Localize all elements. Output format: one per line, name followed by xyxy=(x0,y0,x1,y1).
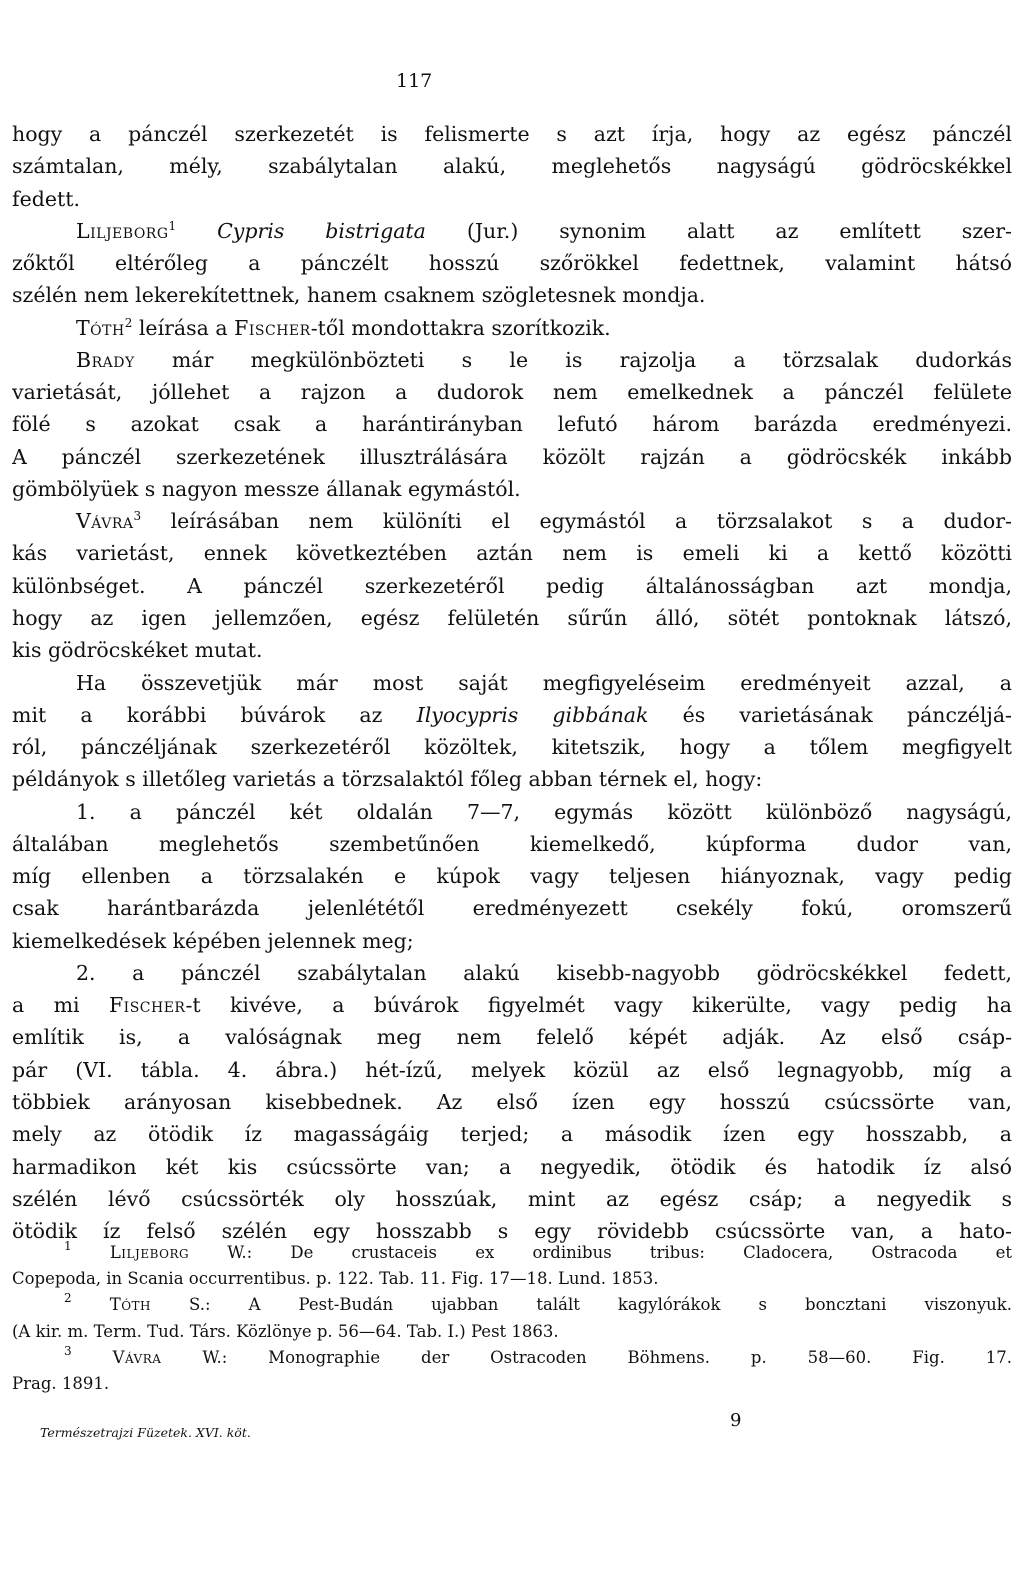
footnote-number: 1 xyxy=(64,1240,72,1253)
text-line: említik is, a valóságnak meg nem felelő képét adják. Az első csáp- xyxy=(12,1025,1012,1050)
footnote-ref: 1 xyxy=(168,218,177,233)
footnote-1: $^1$ Liljeborg W.: De crustaceis ex ordinibus tribus: Cladocera, Ostracoda et xyxy=(64,1240,1012,1262)
text-line: kiemelkedések képében jelennek meg; xyxy=(12,928,414,953)
author-name: Liljeborg xyxy=(76,218,169,243)
text-line: általában meglehetős szembetűnően kiemelkedő, kúpforma dudor van, xyxy=(12,831,1012,856)
footnote-ref: 2 xyxy=(124,315,133,330)
text-line: hogy az igen jellemzően, egész felületén sűrűn álló, sötét pontoknak látszó, xyxy=(12,605,1012,630)
text-line: ról, pánczéljának szerkezetéről közöltek, kitetszik, hogy a tőlem megfigyelt xyxy=(12,735,1012,760)
author-name: Liljeborg xyxy=(109,1243,190,1262)
text-line: ötödik íz felső szélén egy hosszabb s egy rövidebb csúcssörte van, a hato- xyxy=(12,1219,1012,1244)
text-line: mit a korábbi búvárok az Ilyocypris gibbának és varietásának pánczéljá- xyxy=(12,702,1012,727)
text-line: Ha összevetjük már most saját megfigyeléseim eredményeit azzal, a xyxy=(76,670,1012,695)
author-name: Vávra xyxy=(76,509,134,534)
text-line: a mi Fischer-t kivéve, a búvárok figyelmét vagy kikerülte, vagy pedig ha xyxy=(12,993,1012,1018)
author-name: Vávra xyxy=(112,1347,162,1367)
text-line: zőktől eltérőleg a pánczélt hosszú szőrökkel fedettnek, valamint hátsó xyxy=(12,251,1012,276)
species-name: Ilyocypris gibbának xyxy=(416,702,649,727)
text-line: harmadikon két kis csúcssörte van; a negyedik, ötödik és hatodik íz alsó xyxy=(12,1154,1012,1179)
text-line: fölé s azokat csak a harántirányban lefutó három barázda eredményezi. xyxy=(12,412,1012,437)
author-name: Fischer xyxy=(108,993,186,1018)
text-line: míg ellenben a törzsalakén e kúpok vagy teljesen hiányoznak, vagy pedig xyxy=(12,864,1012,889)
text-line: kis gödröcskéket mutat. xyxy=(12,638,263,663)
body-text xyxy=(12,118,1012,1247)
author-name: Tóth xyxy=(76,315,125,340)
footnote-1-cont: Copepoda, in Scania occurrentibus. p. 122. Tab. 11. Fig. 17—18. Lund. 1853. xyxy=(12,1269,659,1289)
footnote-number: 2 xyxy=(64,1292,72,1306)
text-line: Liljeborg$^1$ Cypris bistrigata (Jur.) synonim alatt az említett szer- xyxy=(76,218,1012,243)
text-line: kás varietást, ennek következtében aztán nem is emeli ki a kettő közötti xyxy=(12,541,1012,566)
footnote-3: $^3$ Vávra W.: Monographie der Ostracoden Böhmens. p. 58—60. Fig. 17. xyxy=(64,1344,1012,1367)
text-line: Vávra$^3$ leírásában nem különíti el egymástól a törzsalakot s a dudor- xyxy=(76,509,1012,534)
author-name: Brady xyxy=(76,347,135,372)
text-line: példányok s illetőleg varietás a törzsalaktól főleg abban térnek el, hogy: xyxy=(12,767,763,792)
page-number: 117 xyxy=(396,70,433,92)
footnotes xyxy=(12,1240,1012,1397)
text-line: mely az ötödik íz magasságáig terjed; a második ízen egy hosszabb, a xyxy=(12,1122,1012,1147)
footnote-3-cont: Prag. 1891. xyxy=(12,1373,110,1393)
text-line: Tóth$^2$ leírása a Fischer-től mondottakra szorítkozik. xyxy=(76,315,611,340)
text-line: szélén nem lekerekítettnek, hanem csaknem szögletesnek mondja. xyxy=(12,283,706,308)
footnote-ref: 3 xyxy=(133,509,142,524)
author-name: Fischer xyxy=(234,315,311,340)
text-line: többiek arányosan kisebbednek. Az első ízen egy hosszú csúcssörte van, xyxy=(12,1089,1012,1114)
footnote-number: 3 xyxy=(64,1344,72,1358)
text-line: 2. a pánczél szabálytalan alakú kisebb-nagyobb gödröcskékkel fedett, xyxy=(76,960,1012,985)
text-line: fedett. xyxy=(12,186,80,211)
footnote-2-cont: (A kir. m. Term. Tud. Társ. Közlönye p. 56—64. Tab. I.) Pest 1863. xyxy=(12,1321,559,1341)
footnote-2: $^2$ Tóth S.: A Pest-Budán ujabban talált kagylórákok s boncztani viszonyuk. xyxy=(64,1292,1012,1315)
author-name: Tóth xyxy=(109,1295,151,1315)
text-line: A pánczél szerkezetének illusztrálására közölt rajzán a gödröcskék inkább xyxy=(12,444,1012,469)
text-line: különbséget. A pánczél szerkezetéről pedig általánosságban azt mondja, xyxy=(12,573,1012,598)
text-line: 1. a pánczél két oldalán 7—7, egymás között különböző nagyságú, xyxy=(76,799,1012,824)
text-line: Brady már megkülönbözteti s le is rajzolja a törzsalak dudorkás xyxy=(76,347,1012,372)
text-line: számtalan, mély, szabálytalan alakú, meglehetős nagyságú gödröcskékkel xyxy=(12,154,1012,179)
text-line: pár (VI. tábla. 4. ábra.) hét-ízű, melyek közül az első legnagyobb, míg a xyxy=(12,1057,1012,1082)
journal-footer: Természetrajzi Füzetek. XVI. köt. xyxy=(40,1425,251,1440)
text-line: gömbölyüek s nagyon messze állanak egymástól. xyxy=(12,476,521,501)
text-line: szélén lévő csúcssörték oly hosszúak, mint az egész csáp; a negyedik s xyxy=(12,1186,1012,1211)
text-line: csak harántbarázda jelenlététől eredményezett csekély fokú, oromszerű xyxy=(12,896,1012,921)
species-name: Cypris bistrigata xyxy=(217,218,426,243)
text-line: varietását, jóllehet a rajzon a dudorok nem emelkednek a pánczél felülete xyxy=(12,380,1012,405)
signature-mark: 9 xyxy=(730,1410,742,1431)
text-line: hogy a pánczél szerkezetét is felismerte s azt írja, hogy az egész pánczél xyxy=(12,122,1012,146)
